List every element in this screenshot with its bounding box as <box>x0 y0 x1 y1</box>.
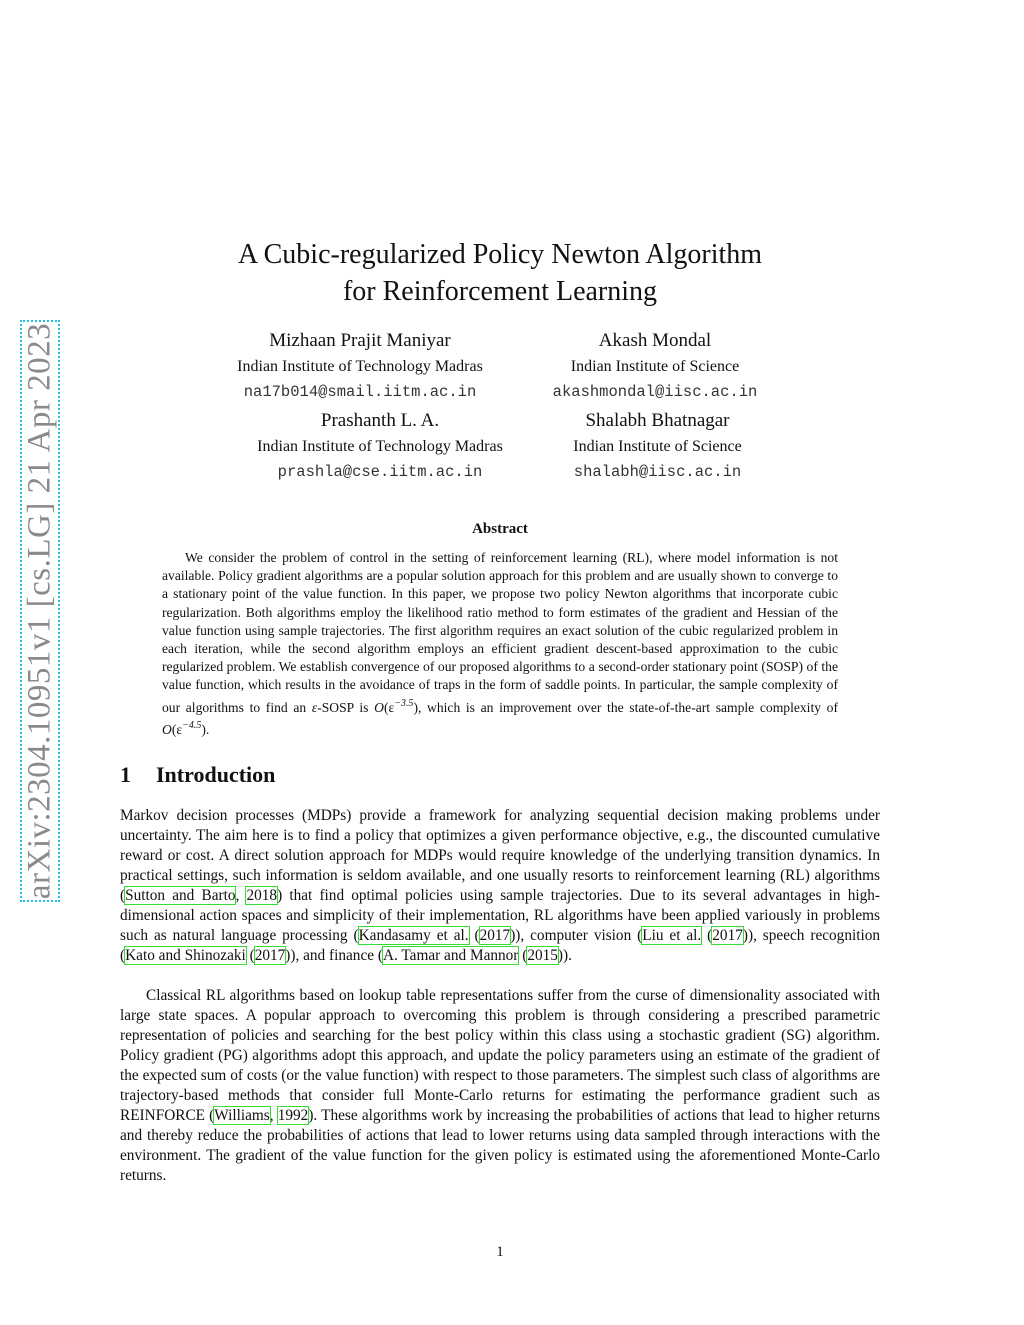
citation-year-link[interactable]: 2017 <box>712 927 743 944</box>
author-institution: Indian Institute of Science <box>570 358 740 375</box>
citation-year-link[interactable]: 2015 <box>527 947 558 964</box>
arxiv-stamp[interactable] <box>20 320 60 902</box>
citation-link[interactable]: Liu et al. <box>642 927 702 944</box>
text-run: ). These algorithms work by increasing the probabilities of actions that lead to higher returns and thereby reduce the probabilities of actions that lead to lower returns using data sampled through interactions with the environment. The gradient of the value function for the given policy is estimated using the aforementioned Monte-Carlo returns. <box>120 1107 880 1184</box>
author-institution: Indian Institute of Technology Madras <box>237 358 483 375</box>
author-block <box>220 330 500 402</box>
paper-title <box>120 236 880 310</box>
section-title: Introduction <box>156 762 276 787</box>
citation-link[interactable]: Kandasamy et al. <box>358 927 469 944</box>
title-line-1: A Cubic-regularized Policy Newton Algorithm <box>237 239 763 270</box>
author-institution: Indian Institute of Technology Madras <box>257 438 503 455</box>
author-name: Akash Mondal <box>598 330 712 351</box>
text-run: ( <box>468 927 480 944</box>
title-line-2: for Reinforcement Learning <box>342 276 658 307</box>
text-run: )). <box>557 947 572 964</box>
text-run: Classical RL algorithms based on lookup table representations suffer from the curse of dimensionality associated with large state spaces. A popular approach to overcoming this problem is through considering a prescribed parametric representation of policies and searching for the best policy within this class using a stochastic gradient (SG) algorithm. Policy gradient (PG) algorithms adopt this approach, and update the policy parameters using an estimate of the gradient of the expected sum of costs (or the value function) with respect to those parameters. The simplest such class of algorithms are trajectory-based methods that consider full Monte-Carlo returns for estimating the performance gradient such as REINFORCE ( <box>120 987 880 1124</box>
abstract-close-1: ) <box>413 699 418 715</box>
author-name: Prashanth L. A. <box>320 410 440 431</box>
intro-paragraph-1 <box>120 806 880 966</box>
abstract-bigo-1: O <box>374 699 384 715</box>
arxiv-id[interactable]: arXiv:2304.10951v1 [cs.LG] 21 Apr 2023 <box>21 322 58 900</box>
text-run: )), computer vision ( <box>510 927 643 944</box>
abstract-open-2: (ε <box>171 721 183 737</box>
abstract-middle: , which is an improvement over the state-of-the-art sample complexity of <box>417 699 839 715</box>
citation-link[interactable]: Sutton and Barto <box>125 887 236 904</box>
abstract-text <box>162 549 838 739</box>
author-block <box>230 410 530 482</box>
section-heading <box>120 762 275 788</box>
text-run: ( <box>701 927 713 944</box>
text-run: ( <box>518 947 528 964</box>
text-run: )), and finance ( <box>285 947 383 964</box>
text-run: , <box>235 887 247 904</box>
text-run: ( <box>245 947 255 964</box>
abstract-exp-2: −4.5 <box>182 719 202 731</box>
author-name: Mizhaan Prajit Maniyar <box>269 330 451 351</box>
citation-link[interactable]: Kato and Shinozaki <box>125 947 246 964</box>
abstract-end: ). <box>201 721 210 737</box>
text-run: ) that find optimal policies using sample trajectories. Due to its several advantages in high-dimensional action spaces and simplicity of their implementation, RL algorithms have been applied variously in problems such as natural language processing ( <box>120 887 880 944</box>
abstract-open-1: (ε <box>383 699 395 715</box>
citation-year-link[interactable]: 2017 <box>254 947 286 964</box>
author-block <box>530 330 780 402</box>
author-institution: Indian Institute of Science <box>573 438 742 455</box>
citation-year-link[interactable]: 2017 <box>479 927 511 944</box>
text-run: )), speech recognition ( <box>120 927 881 964</box>
abstract-exp-1: −3.5 <box>394 697 414 709</box>
citation-year-link[interactable]: 1992 <box>277 1107 309 1124</box>
author-email[interactable]: prashla@cse.iitm.ac.in <box>277 463 483 481</box>
author-block <box>530 410 785 482</box>
text-run: , <box>269 1107 278 1124</box>
intro-paragraph-2 <box>120 986 880 1186</box>
page-number: 1 <box>496 1244 504 1260</box>
text-run: Markov decision processes (MDPs) provide a framework for analyzing sequential decision making problems under uncertainty. The aim here is to find a policy that optimizes a given performance objective, e.g., the discounted cumulative reward or cost. A direct solution approach for MDPs would require knowledge of the underlying transition dynamics. In practical settings, such information is seldom available, and one usually resorts to reinforcement learning (RL) algorithms ( <box>120 807 880 904</box>
author-email[interactable]: na17b014@smail.iitm.ac.in <box>243 383 477 401</box>
abstract-bigo-2: O <box>162 721 172 737</box>
section-number: 1 <box>120 762 131 787</box>
author-email[interactable]: shalabh@iisc.ac.in <box>573 463 742 481</box>
citation-year-link[interactable]: 2018 <box>246 887 278 904</box>
author-name: Shalabh Bhatnagar <box>585 410 730 431</box>
abstract-epsilon: ε <box>311 699 318 715</box>
author-email[interactable]: akashmondal@iisc.ac.in <box>552 383 758 401</box>
abstract-main: We consider the problem of control in the setting of reinforcement learning (RL), where model information is not available. Policy gradient algorithms are a popular solution approach for this problem and are usually shown to converge to a stationary point of the value function. In this paper, we propose two policy Newton algorithms that incorporate cubic regularization. Both algorithms employ the likelihood ratio method to form estimates of the gradient and Hessian of the value function using sample trajectories. The first algorithm requires an exact solution of the cubic regularized problem in each iteration, while the second algorithm employs an efficient gradient descent-based approximation to the cubic regularized problem. We establish convergence of our proposed algorithms to a second-order stationary point (SOSP) of the value function, which results in the avoidance of traps in the form of saddle points. In particular, the sample complexity of our algorithms to find an <box>162 550 838 715</box>
citation-link[interactable]: Williams <box>214 1107 270 1124</box>
abstract-heading: Abstract <box>472 521 528 537</box>
abstract-sosp: -SOSP is <box>317 699 375 715</box>
citation-link[interactable]: A. Tamar and Mannor <box>382 947 519 964</box>
